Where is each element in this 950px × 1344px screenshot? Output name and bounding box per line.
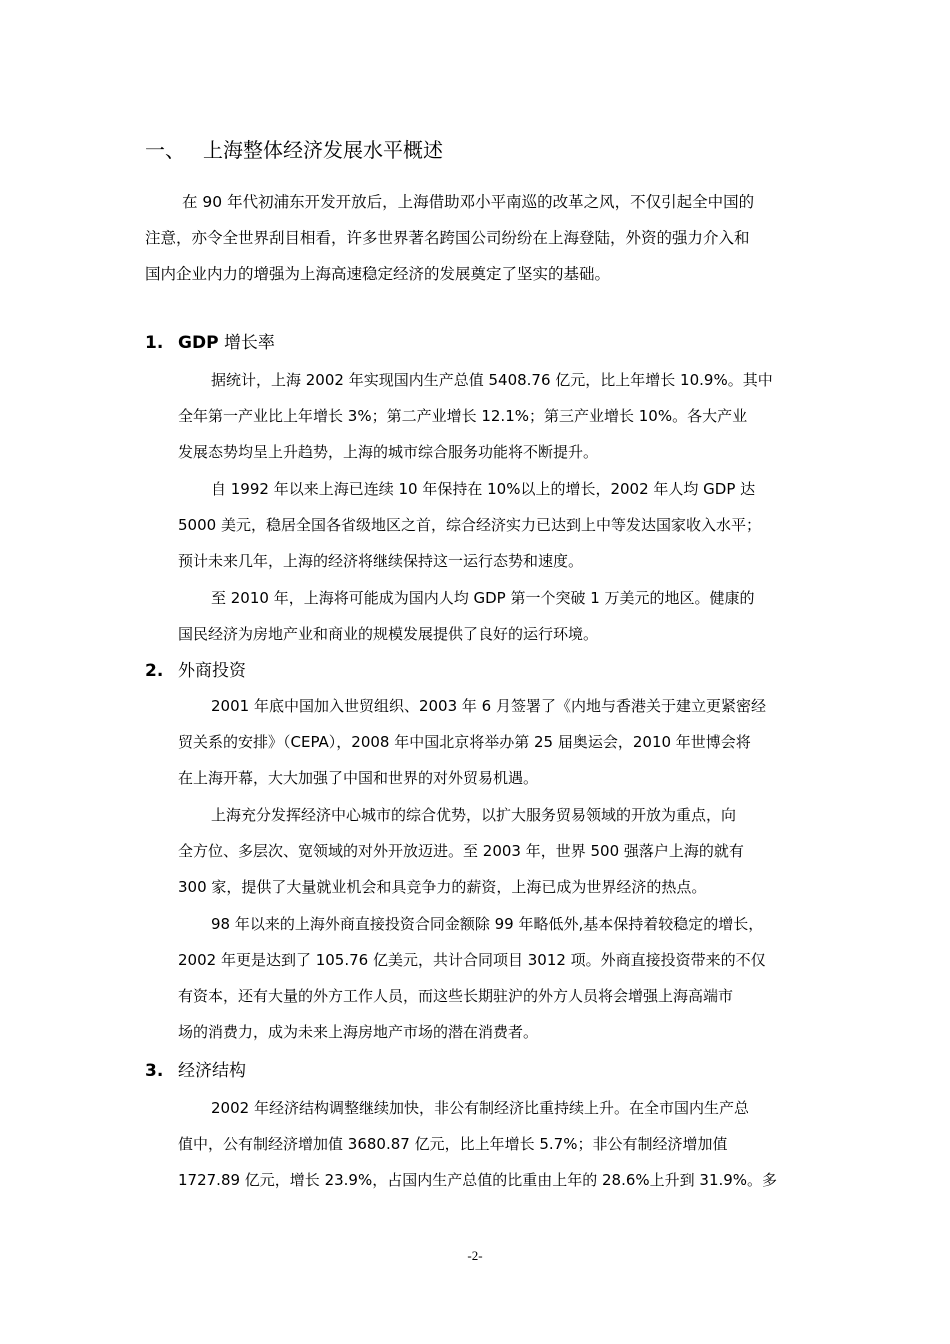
paragraph-line: 值中，公有制经济增加值 3680.87 亿元，比上年增长 5.7%；非公有制经济增加值 (178, 1135, 728, 1153)
paragraph-line: 场的消费力，成为未来上海房地产市场的潜在消费者。 (178, 1023, 539, 1041)
paragraph-line: 预计未来几年，上海的经济将继续保持这一运行态势和速度。 (178, 552, 584, 570)
paragraph-line: 上海充分发挥经济中心城市的综合优势，以扩大服务贸易领域的开放为重点，向 (211, 806, 737, 824)
section-number: 3. (145, 1061, 164, 1081)
paragraph-line: 有资本，还有大量的外方工作人员，而这些长期驻沪的外方人员将会增强上海高端市 (178, 987, 734, 1005)
section-title-rest: 外商投资 (178, 661, 246, 681)
section-title (178, 1061, 246, 1081)
section-heading-gdp (145, 330, 275, 356)
section-title-rest: 增长率 (223, 333, 275, 353)
section-title-rest: 经济结构 (178, 1061, 246, 1081)
paragraph-investment-2 (178, 797, 828, 905)
section-heading-economic-structure (145, 1058, 246, 1084)
section-title (178, 661, 246, 681)
section-title-bold: GDP (178, 333, 219, 353)
intro-line: 在 90 年代初浦东开发开放后，上海借助邓小平南巡的改革之风，不仅引起全中国的 (182, 193, 755, 211)
paragraph-line: 贸关系的安排》（CEPA），2008 年中国北京将举办第 25 届奥运会，2010 年世博会将 (178, 733, 751, 751)
paragraph-line: 1727.89 亿元，增长 23.9%，占国内生产总值的比重由上年的 28.6%上升到 31.9%。多 (178, 1171, 778, 1189)
paragraph-line: 98 年以来的上海外商直接投资合同金额除 99 年略低外,基本保持着较稳定的增长， (211, 915, 764, 933)
section-title (178, 333, 275, 353)
intro-line: 国内企业内力的增强为上海高速稳定经济的发展奠定了坚实的基础。 (145, 265, 611, 283)
section-number: 1. (145, 333, 164, 353)
paragraph-investment-3 (178, 906, 828, 1050)
paragraph-line: 5000 美元，稳居全国各省级地区之首，综合经济实力已达到上中等发达国家收入水平； (178, 516, 761, 534)
paragraph-line: 2001 年底中国加入世贸组织、2003 年 6 月签署了《内地与香港关于建立更紧密经 (211, 697, 766, 715)
paragraph-line: 全年第一产业比上年增长 3%；第二产业增长 12.1%；第三产业增长 10%。各大产业 (178, 407, 748, 425)
paragraph-line: 发展态势均呈上升趋势，上海的城市综合服务功能将不断提升。 (178, 443, 599, 461)
paragraph-line: 300 家，提供了大量就业机会和具竞争力的薪资，上海已成为世界经济的热点。 (178, 878, 707, 896)
main-heading (145, 136, 443, 164)
paragraph-gdp-2 (178, 471, 828, 579)
section-heading-foreign-investment (145, 658, 246, 684)
paragraph-line: 全方位、多层次、宽领域的对外开放迈进。至 2003 年，世界 500 强落户上海的就有 (178, 842, 744, 860)
paragraph-structure-1 (178, 1090, 828, 1198)
intro-paragraph (145, 184, 825, 292)
main-heading-title: 上海整体经济发展水平概述 (203, 138, 443, 162)
paragraph-investment-1 (178, 688, 828, 796)
paragraph-line: 自 1992 年以来上海已连续 10 年保持在 10%以上的增长，2002 年人均 GDP 达 (211, 480, 756, 498)
paragraph-gdp-1 (178, 362, 828, 470)
page-number: -2- (467, 1248, 483, 1263)
intro-line: 注意，亦令全世界刮目相看，许多世界著名跨国公司纷纷在上海登陆，外资的强力介入和 (145, 229, 750, 247)
paragraph-line: 据统计，上海 2002 年实现国内生产总值 5408.76 亿元，比上年增长 10.9%。其中 (211, 371, 773, 389)
paragraph-line: 2002 年经济结构调整继续加快，非公有制经济比重持续上升。在全市国内生产总 (211, 1099, 749, 1117)
paragraph-gdp-3 (178, 580, 828, 652)
paragraph-line: 2002 年更是达到了 105.76 亿美元，共计合同项目 3012 项。外商直接投资带来的不仅 (178, 951, 766, 969)
paragraph-line: 在上海开幕，大大加强了中国和世界的对外贸易机遇。 (178, 769, 539, 787)
paragraph-line: 至 2010 年，上海将可能成为国内人均 GDP 第一个突破 1 万美元的地区。健康的 (211, 589, 755, 607)
main-heading-number: 一、 (145, 138, 185, 162)
section-number: 2. (145, 661, 164, 681)
paragraph-line: 国民经济为房地产业和商业的规模发展提供了良好的运行环境。 (178, 625, 599, 643)
